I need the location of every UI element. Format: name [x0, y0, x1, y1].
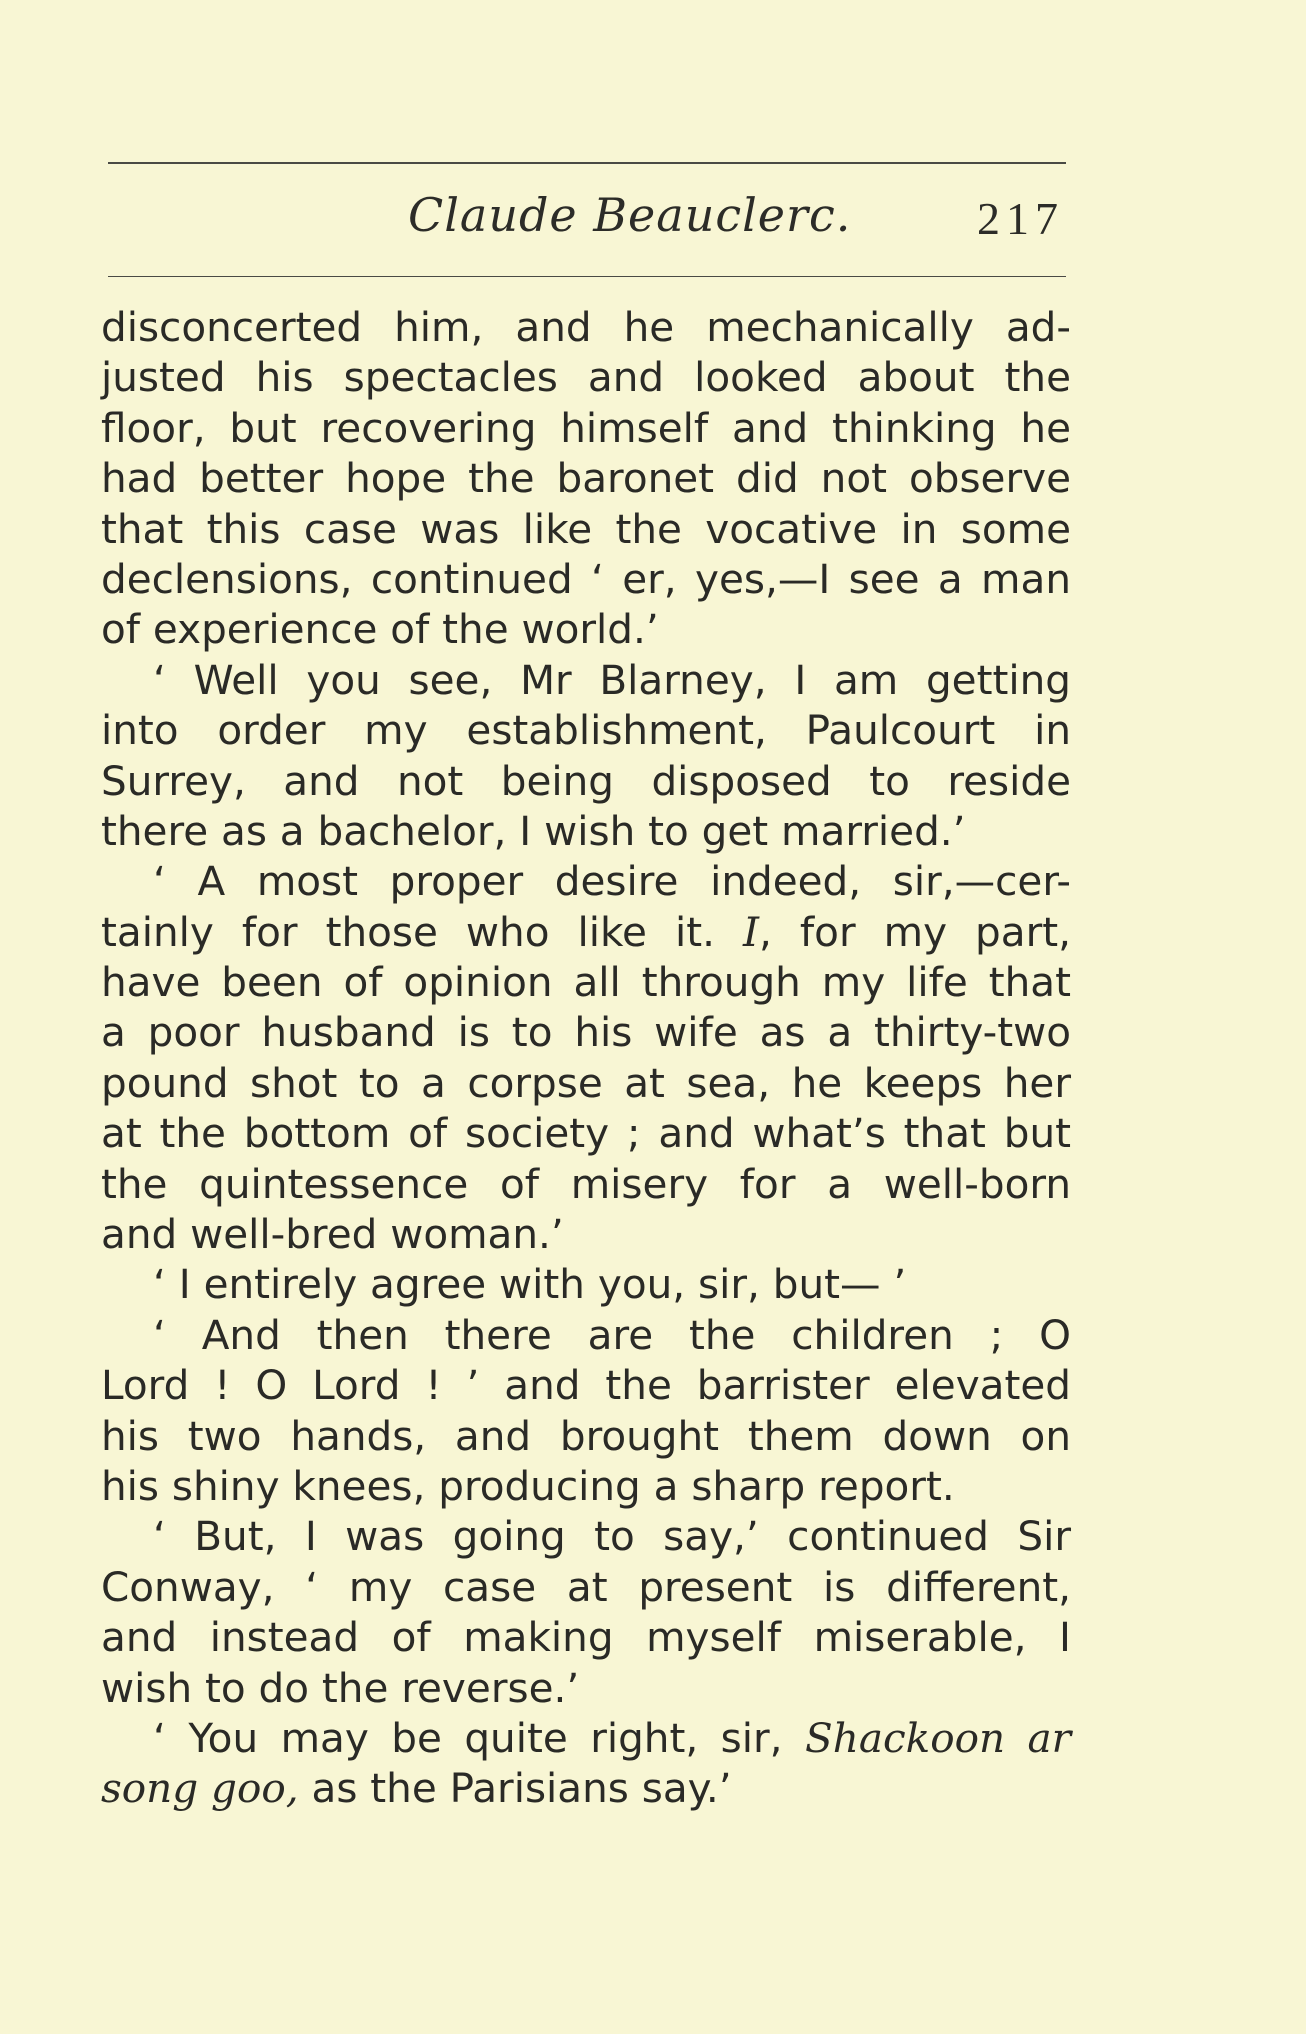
- text-line: have been of opinion all through my life that: [101, 958, 1071, 1007]
- text-line: at the bottom of society ; and what’s that but: [101, 1109, 1071, 1158]
- text-line: declensions, continued ‘ er, yes,—I see a man: [101, 554, 1071, 603]
- text-line: Lord ! O Lord ! ’ and the barrister elevated: [101, 1361, 1071, 1410]
- text-segment: ‘ You may be quite right, sir,: [153, 1713, 805, 1762]
- body-text: [101, 302, 1071, 1814]
- text-line: floor, but recovering himself and thinking he: [101, 403, 1071, 452]
- text-line: disconcerted him, and he mechanically ad-: [101, 303, 1071, 351]
- text-line: of experience of the world.’: [101, 605, 659, 654]
- header-bottom-rule: [108, 276, 1066, 277]
- text-line: a poor husband is to his wife as a thirty-two: [101, 1008, 1071, 1057]
- text-line: [101, 1763, 1071, 1813]
- text-line: ‘ Well you see, Mr Blarney, I am getting: [153, 655, 1071, 704]
- text-segment: , for my part,: [759, 907, 1071, 956]
- page-number: 217: [977, 193, 1064, 244]
- running-title: Claude Beauclerc.: [408, 188, 852, 242]
- text-line: Conway, ‘ my case at present is different,: [101, 1562, 1071, 1611]
- text-line: justed his spectacles and looked about the: [101, 353, 1071, 402]
- text-line: and instead of making myself miserable, I: [101, 1613, 1071, 1662]
- text-line: the quintessence of misery for a well-born: [101, 1159, 1071, 1208]
- text-line: his two hands, and brought them down on: [101, 1411, 1071, 1460]
- text-line: into order my establishment, Paulcourt in: [101, 706, 1071, 755]
- italic-text: Shackoon ar: [805, 1713, 1071, 1762]
- text-line: that this case was like the vocative in some: [101, 504, 1071, 553]
- text-line: ‘ And then there are the children ; O: [153, 1310, 1071, 1359]
- text-line: Surrey, and not being disposed to reside: [101, 756, 1071, 805]
- text-line: ‘ But, I was going to say,’ continued Sir: [153, 1512, 1071, 1561]
- text-line: and well-bred woman.’: [101, 1210, 564, 1259]
- italic-text: song goo,: [101, 1764, 299, 1813]
- text-line: pound shot to a corpse at sea, he keeps her: [101, 1058, 1071, 1107]
- text-segment: tainly for those who like it.: [101, 907, 744, 956]
- header-top-rule: [108, 162, 1066, 164]
- text-line: [101, 907, 1071, 957]
- text-line: there as a bachelor, I wish to get married.’: [101, 806, 966, 855]
- running-head: [108, 188, 1066, 258]
- text-segment: as the Parisians say.’: [298, 1764, 732, 1813]
- text-line: ‘ A most proper desire indeed, sir,—cer-: [153, 857, 1071, 906]
- text-line: ‘ I entirely agree with you, sir, but— ’: [153, 1260, 907, 1309]
- text-line: [101, 1713, 1071, 1763]
- text-line: had better hope the baronet did not observe: [101, 454, 1071, 503]
- italic-text: I: [743, 907, 760, 956]
- text-line: wish to do the reverse.’: [101, 1663, 580, 1712]
- text-line: his shiny knees, producing a sharp report.: [101, 1461, 955, 1510]
